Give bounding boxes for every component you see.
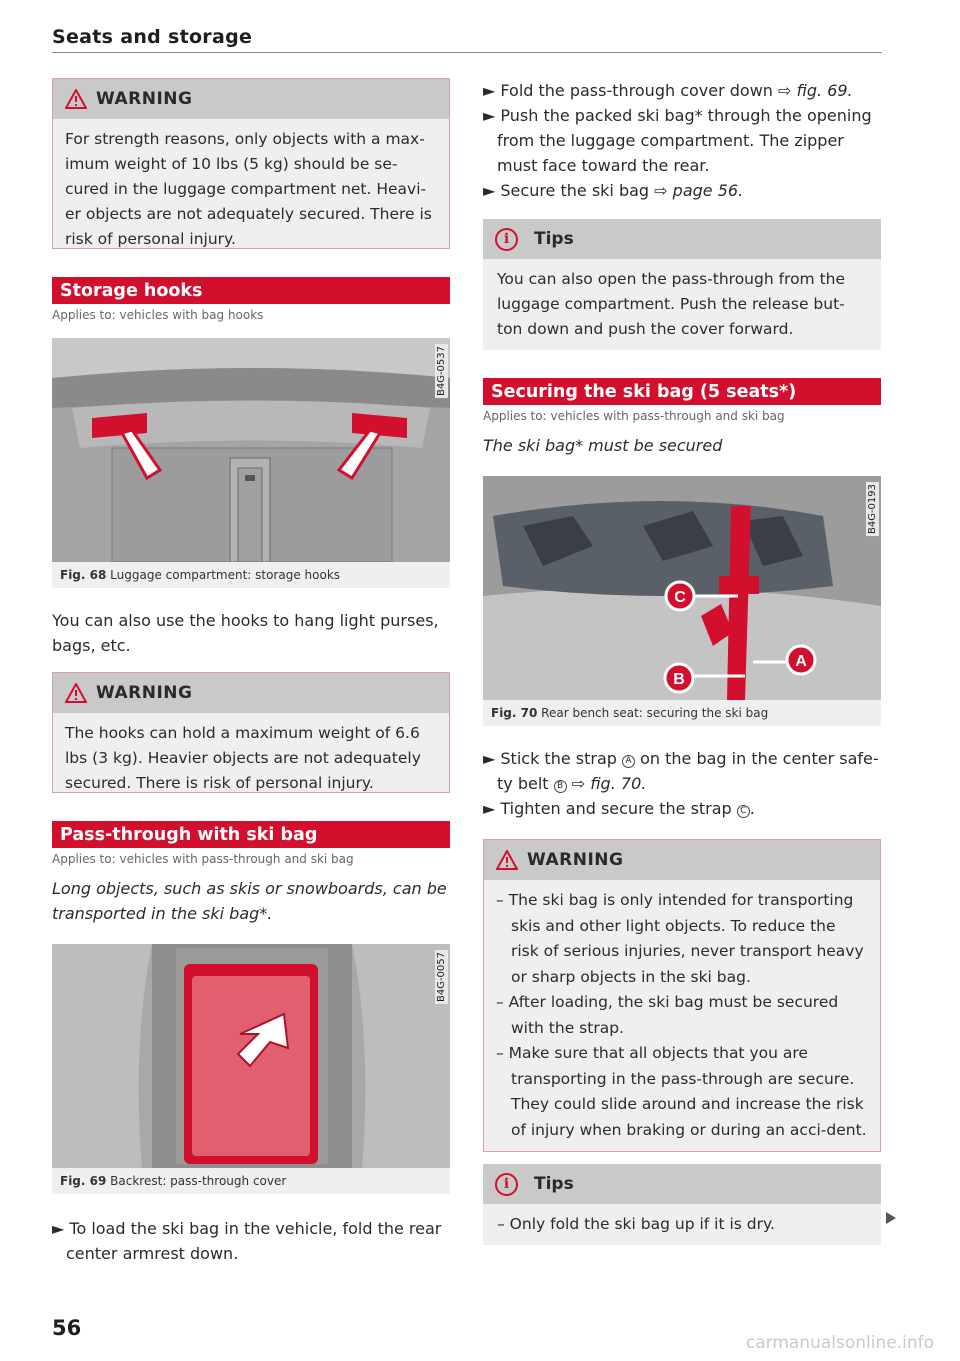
figure-reference-link[interactable]: ⇨ fig. 69.	[778, 81, 853, 100]
step-end: .	[749, 799, 755, 818]
tips-title: Tips	[534, 229, 574, 249]
figure-70-image	[483, 476, 881, 700]
figure-code: B4G-0537	[436, 346, 447, 397]
tips-text: – Only fold the ski bag up if it is dry.	[483, 1204, 881, 1245]
pass-through-lead: Long objects, such as skis or snowboards, can be transported in the ski bag*.	[52, 879, 447, 923]
warning-item: – The ski bag is only intended for transporting skis and other light objects. To reduce the risk of serious injuries, never transport heavy or sharp objects in the ski bag.	[496, 891, 864, 986]
applies-to-securing: Applies to: vehicles with pass-through and ski bag	[483, 409, 785, 423]
left-column	[52, 78, 450, 1266]
pass-through-cover-illustration	[52, 944, 450, 1168]
warning-title: WARNING	[96, 683, 193, 703]
step-text: ► Fold the pass-through cover down	[483, 81, 779, 100]
callout-c-label: C	[674, 589, 686, 606]
applies-to-pass-through: Applies to: vehicles with pass-through and ski bag	[52, 852, 354, 866]
page-reference-link[interactable]: ⇨ page 56.	[654, 181, 744, 200]
step-fold-cover	[483, 78, 881, 103]
warning-triangle-icon	[496, 850, 518, 870]
step-text-b: on the bag in the center safe-ty belt	[497, 749, 879, 793]
info-icon: i	[495, 1173, 518, 1196]
step-text-a: ► Stick the strap	[483, 749, 622, 768]
securing-lead: The ski bag* must be secured	[483, 436, 723, 455]
tips-text: You can also open the pass-through from the luggage compartment. Push the release but-ton down and push the cover forward.	[483, 259, 881, 350]
warning-header	[53, 79, 449, 119]
luggage-hooks-illustration	[52, 338, 450, 562]
warning-title: WARNING	[527, 850, 624, 870]
section-header-title: Seats and storage	[52, 26, 253, 48]
tips-box-pass-through	[483, 219, 881, 350]
figure-68-caption	[52, 562, 450, 588]
caption-number: Fig. 69	[60, 1174, 107, 1188]
warning-box-ski-bag	[483, 839, 881, 1152]
caption-number: Fig. 70	[491, 706, 538, 720]
caption-text: Backrest: pass-through cover	[110, 1174, 287, 1188]
callout-c-marker: C	[737, 805, 750, 818]
warning-header	[484, 840, 880, 880]
section-heading-pass-through: Pass-through with ski bag	[52, 821, 450, 848]
warning-triangle-icon	[65, 683, 87, 703]
callout-a-label: A	[795, 653, 807, 670]
watermark: carmanualsonline.info	[745, 1333, 934, 1353]
caption-text: Luggage compartment: storage hooks	[110, 568, 341, 582]
step-push-ski-bag: ► Push the packed ski bag* through the opening from the luggage compartment. The zipper must face toward the rear.	[483, 106, 872, 175]
page-number: 56	[52, 1316, 82, 1340]
figure-reference-link[interactable]: ⇨ fig. 70.	[566, 774, 647, 793]
section-heading-securing-ski-bag: Securing the ski bag (5 seats*)	[483, 378, 881, 405]
warning-item: – After loading, the ski bag must be secured with the strap.	[496, 993, 839, 1037]
figure-69-caption	[52, 1168, 450, 1194]
ski-bag-strap-illustration	[483, 476, 881, 700]
step-text: ► Secure the ski bag	[483, 181, 655, 200]
tips-header	[483, 1164, 881, 1204]
header-rule	[52, 52, 882, 53]
warning-item: – Make sure that all objects that you are transporting in the pass-through are secure. They could slide around and increase the risk of injury when braking or during an acci-dent.	[496, 1044, 867, 1139]
step-tighten-strap	[483, 796, 881, 821]
section-heading-storage-hooks: Storage hooks	[52, 277, 450, 304]
info-icon: i	[495, 228, 518, 251]
warning-box-hooks	[52, 672, 450, 793]
figure-code: B4G-0057	[436, 952, 447, 1003]
warning-triangle-icon	[65, 89, 87, 109]
warning-title: WARNING	[96, 89, 193, 109]
caption-text: Rear bench seat: securing the ski bag	[541, 706, 769, 720]
figure-code: B4G-0193	[867, 484, 878, 535]
step-secure-ski-bag	[483, 178, 881, 203]
step-fold-armrest: ► To load the ski bag in the vehicle, fold the rear center armrest down.	[52, 1219, 442, 1263]
figure-69-image	[52, 944, 450, 1168]
figure-68-image	[52, 338, 450, 562]
step-stick-strap	[483, 746, 881, 796]
callout-b-marker: B	[554, 780, 567, 793]
step-text: ► Tighten and secure the strap	[483, 799, 737, 818]
continue-arrow-icon	[886, 1212, 896, 1224]
right-column	[483, 78, 881, 1245]
caption-number: Fig. 68	[60, 568, 107, 582]
tips-header	[483, 219, 881, 259]
storage-hooks-body: You can also use the hooks to hang light purses, bags, etc.	[52, 611, 439, 655]
warning-header	[53, 673, 449, 713]
tips-box-dry	[483, 1164, 881, 1245]
warning-text: For strength reasons, only objects with a max-imum weight of 10 lbs (5 kg) should be se-cured in the luggage compartment net. Heavi-er objects are not adequately secured. There is risk of personal injury.	[53, 119, 449, 248]
tips-title: Tips	[534, 1174, 574, 1194]
warning-list	[484, 880, 880, 1151]
figure-70-caption	[483, 700, 881, 726]
callout-a-marker: A	[622, 755, 635, 768]
callout-b-label: B	[673, 671, 685, 688]
applies-to-storage-hooks: Applies to: vehicles with bag hooks	[52, 308, 264, 322]
warning-text: The hooks can hold a maximum weight of 6.6 lbs (3 kg). Heavier objects are not adequately secured. There is risk of personal injury.	[53, 713, 449, 792]
warning-box-net	[52, 78, 450, 249]
